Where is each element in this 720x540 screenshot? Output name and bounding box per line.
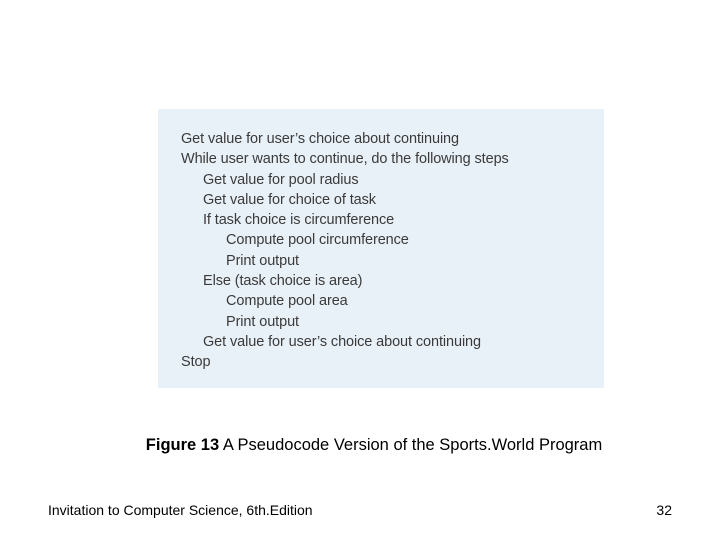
pseudocode-line: If task choice is circumference: [203, 212, 395, 229]
figure-caption: [0, 436, 720, 455]
pseudocode-line: Get value for user’s choice about continuing: [181, 131, 459, 147]
figure-label: Figure 13: [145, 436, 220, 454]
pseudocode-line: Compute pool circumference: [226, 232, 409, 249]
pseudocode-line: Print output: [226, 313, 299, 330]
pseudocode-line: Print output: [226, 252, 299, 269]
pseudocode-line: Get value for choice of task: [203, 191, 376, 208]
pseudocode-lines: [181, 129, 509, 373]
pseudocode-line: Get value for user’s choice about continuing: [203, 333, 481, 350]
page-number: 32: [656, 502, 672, 518]
pseudocode-line: Stop: [181, 354, 211, 371]
pseudocode-line: Get value for pool radius: [203, 171, 359, 188]
pseudocode-line: While user wants to continue, do the following steps: [181, 151, 509, 168]
footer-book-title: Invitation to Computer Science, 6th.Edition: [48, 502, 313, 518]
pseudocode-line: Compute pool area: [226, 293, 348, 310]
figure-caption-text: A Pseudocode Version of the Sports.World Program: [219, 436, 603, 454]
pseudocode-line: Else (task choice is area): [203, 273, 363, 290]
